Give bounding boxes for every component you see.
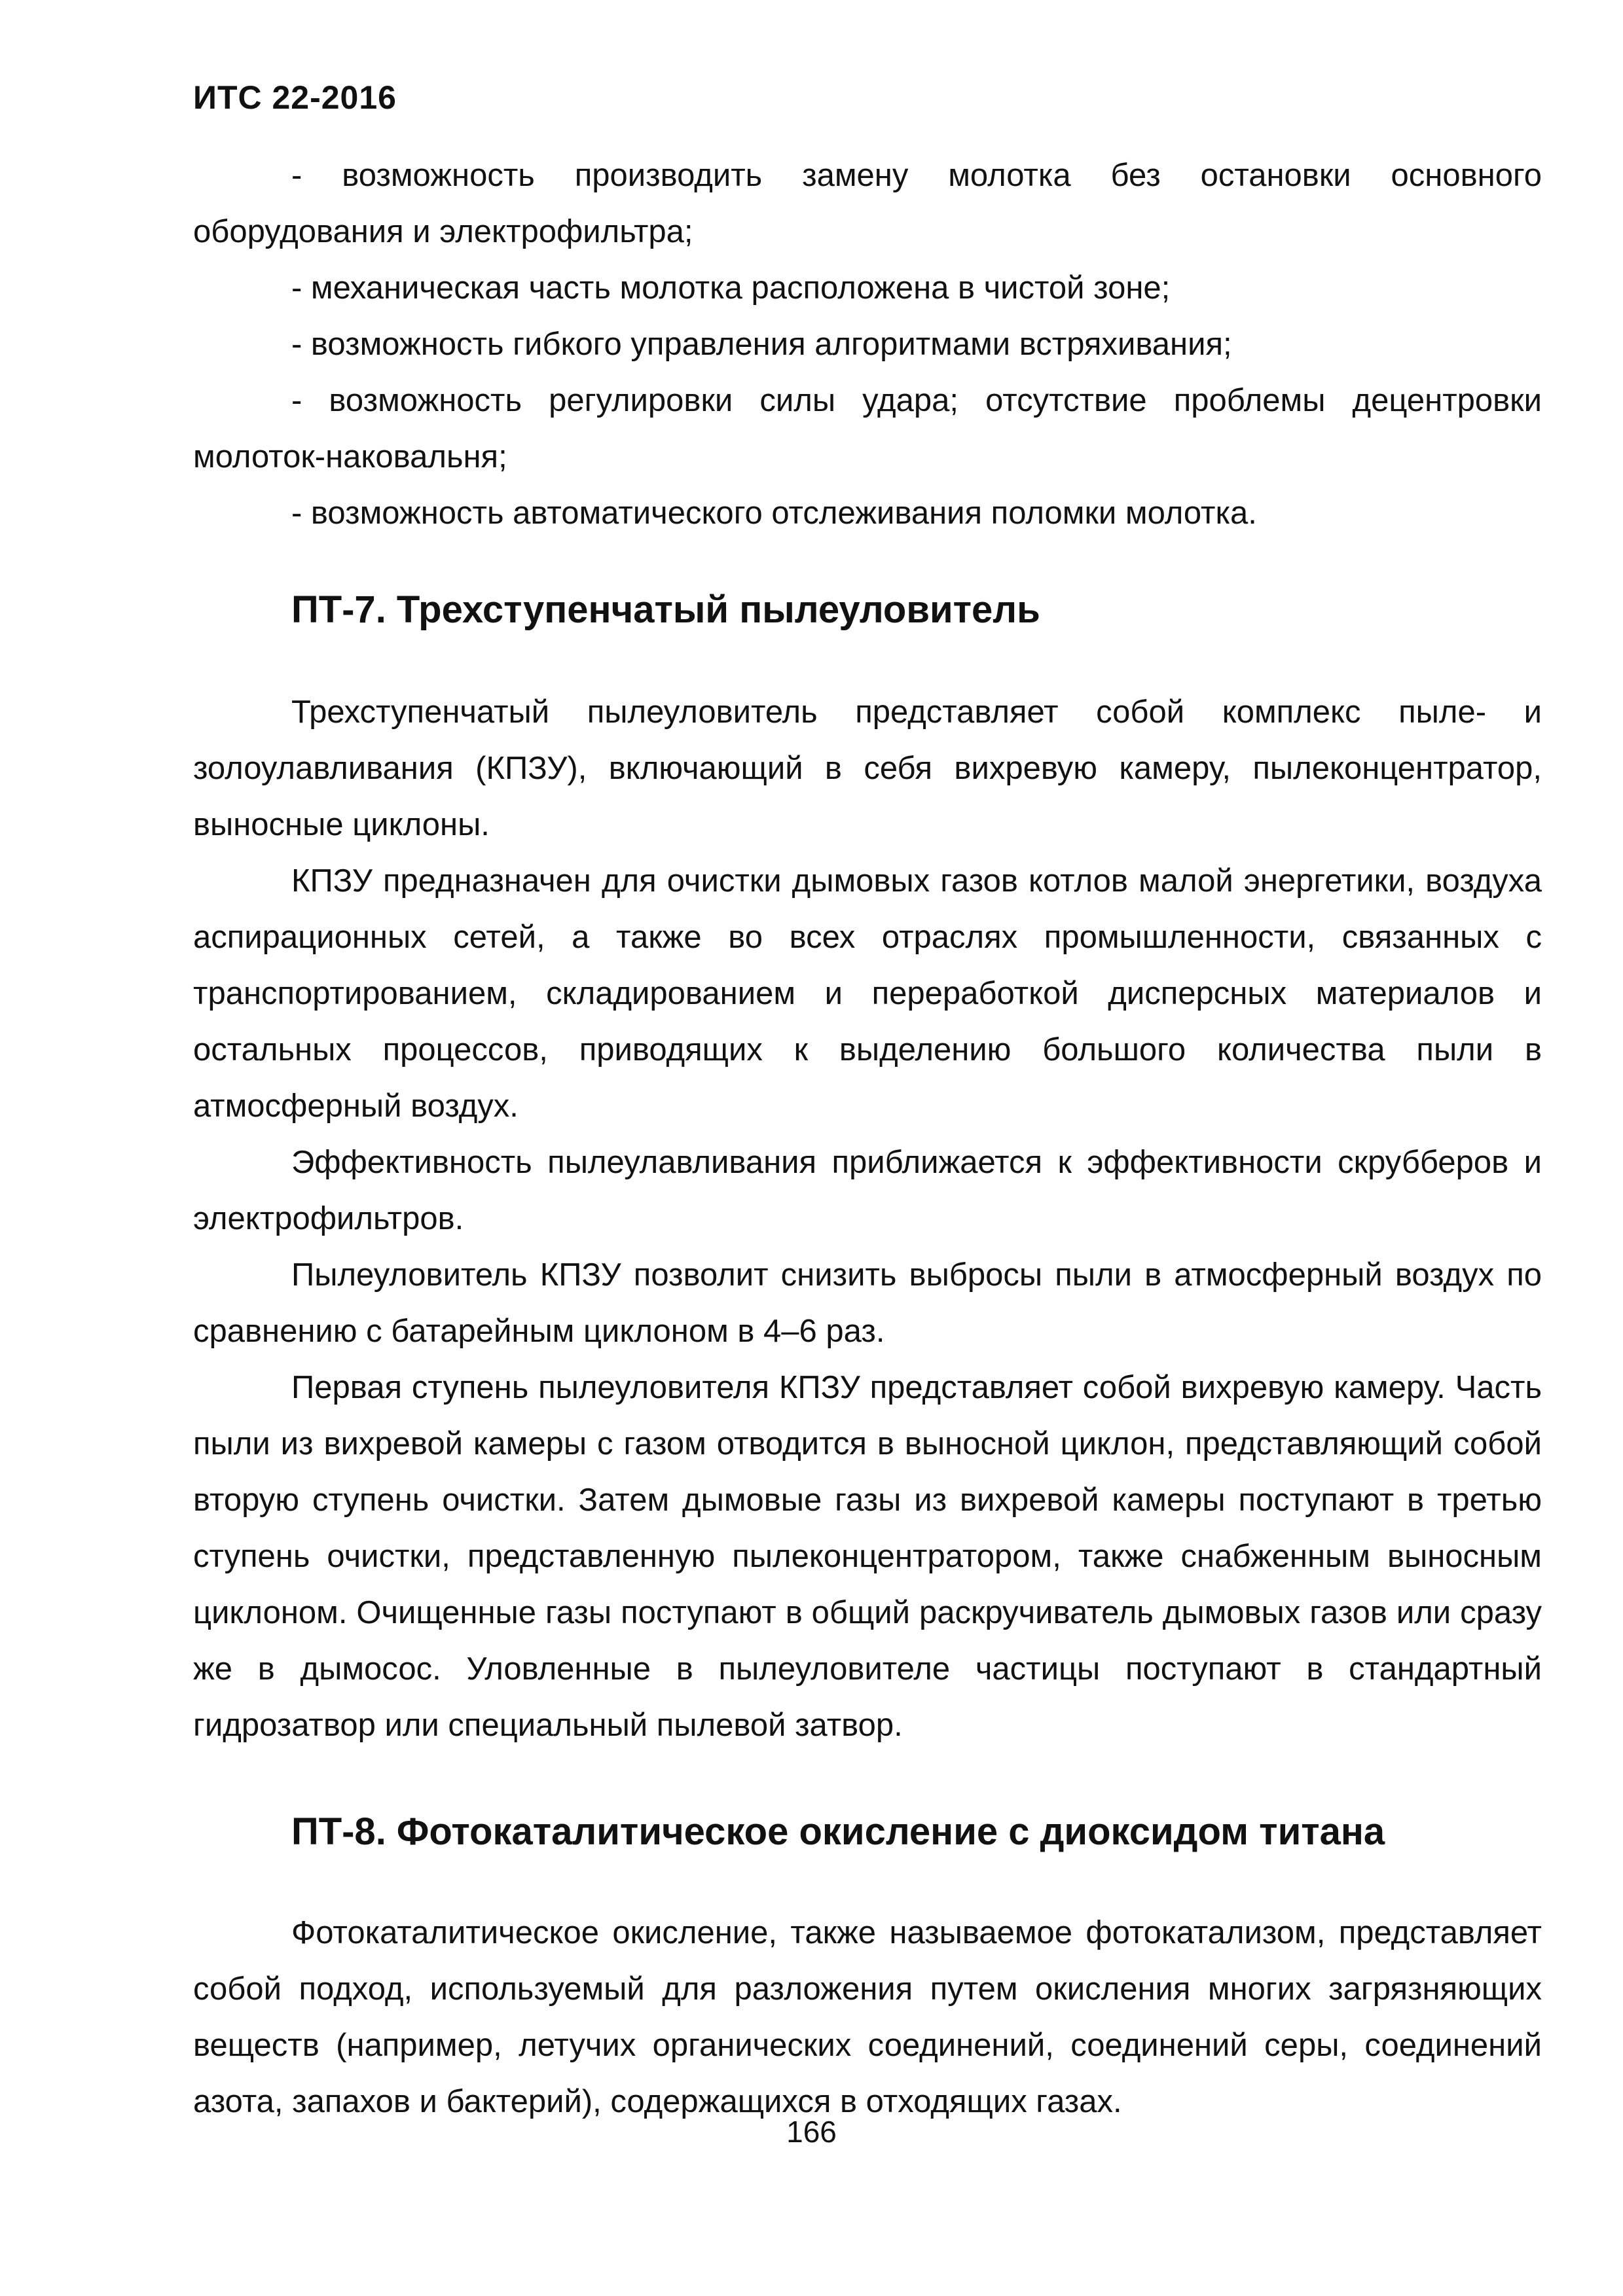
paragraph: Эффективность пылеулавливания приближается к эффективности скрубберов и электрофильтров.: [193, 1145, 1542, 1236]
section-body-pt8: [193, 1905, 1542, 2130]
list-item: - механическая часть молотка расположена в чистой зоне;: [291, 270, 1171, 306]
paragraph: Пылеуловитель КПЗУ позволит снизить выбросы пыли в атмосферный воздух по сравнению с батарейным циклоном в 4–6 раз.: [193, 1257, 1542, 1349]
document-header: ИТС 22-2016: [193, 79, 397, 116]
paragraph: Трехступенчатый пылеуловитель представляет собой комплекс пыле- и золоулавливания (КПЗУ), включающий в себя вихревую камеру, пылеконцентратор, выносные циклоны.: [193, 694, 1542, 842]
paragraph: КПЗУ предназначен для очистки дымовых газов котлов малой энергетики, воздуха аспирационных сетей, а также во всех отраслях промышленности, связанных с транспортированием, складированием и переработкой дисперсных материалов и остальных процессов, приводящих к выделению большого количества пыли в атмосферный воздух.: [193, 863, 1542, 1124]
list-item: - возможность гибкого управления алгоритмами встряхивания;: [291, 327, 1232, 362]
section-heading-pt8: ПТ-8. Фотокаталитическое окисление с диоксидом титана: [291, 1810, 1385, 1853]
section-body-pt7: [193, 684, 1542, 1753]
list-item: - возможность производить замену молотка без остановки основного оборудования и электрофильтра;: [193, 158, 1542, 249]
paragraph: Первая ступень пылеуловителя КПЗУ представляет собой вихревую камеру. Часть пыли из вихревой камеры с газом отводится в выносной циклон, представляющий собой вторую ступень очистки. Затем дымовые газы из вихревой камеры поступают в третью ступень очистки, представленную пылеконцентратором, также снабженным выносным циклоном. Очищенные газы поступают в общий раскручиватель дымовых газов или сразу же в дымосос. Уловленные в пылеуловителе частицы поступают в стандартный гидрозатвор или специальный пылевой затвор.: [193, 1370, 1542, 1743]
list-item: - возможность автоматического отслеживания поломки молотка.: [291, 495, 1257, 531]
feature-list: [193, 147, 1542, 541]
list-item: - возможность регулировки силы удара; отсутствие проблемы децентровки молоток-наковальня;: [193, 383, 1542, 475]
paragraph: Фотокаталитическое окисление, также называемое фотокатализом, представляет собой подход, используемый для разложения путем окисления многих загрязняющих веществ (например, летучих органических соединений, соединений серы, соединений азота, запахов и бактерий), содержащихся в отходящих газах.: [193, 1915, 1542, 2119]
page-number: 166: [786, 2115, 837, 2149]
section-heading-pt7: ПТ-7. Трехступенчатый пылеуловитель: [291, 588, 1040, 631]
